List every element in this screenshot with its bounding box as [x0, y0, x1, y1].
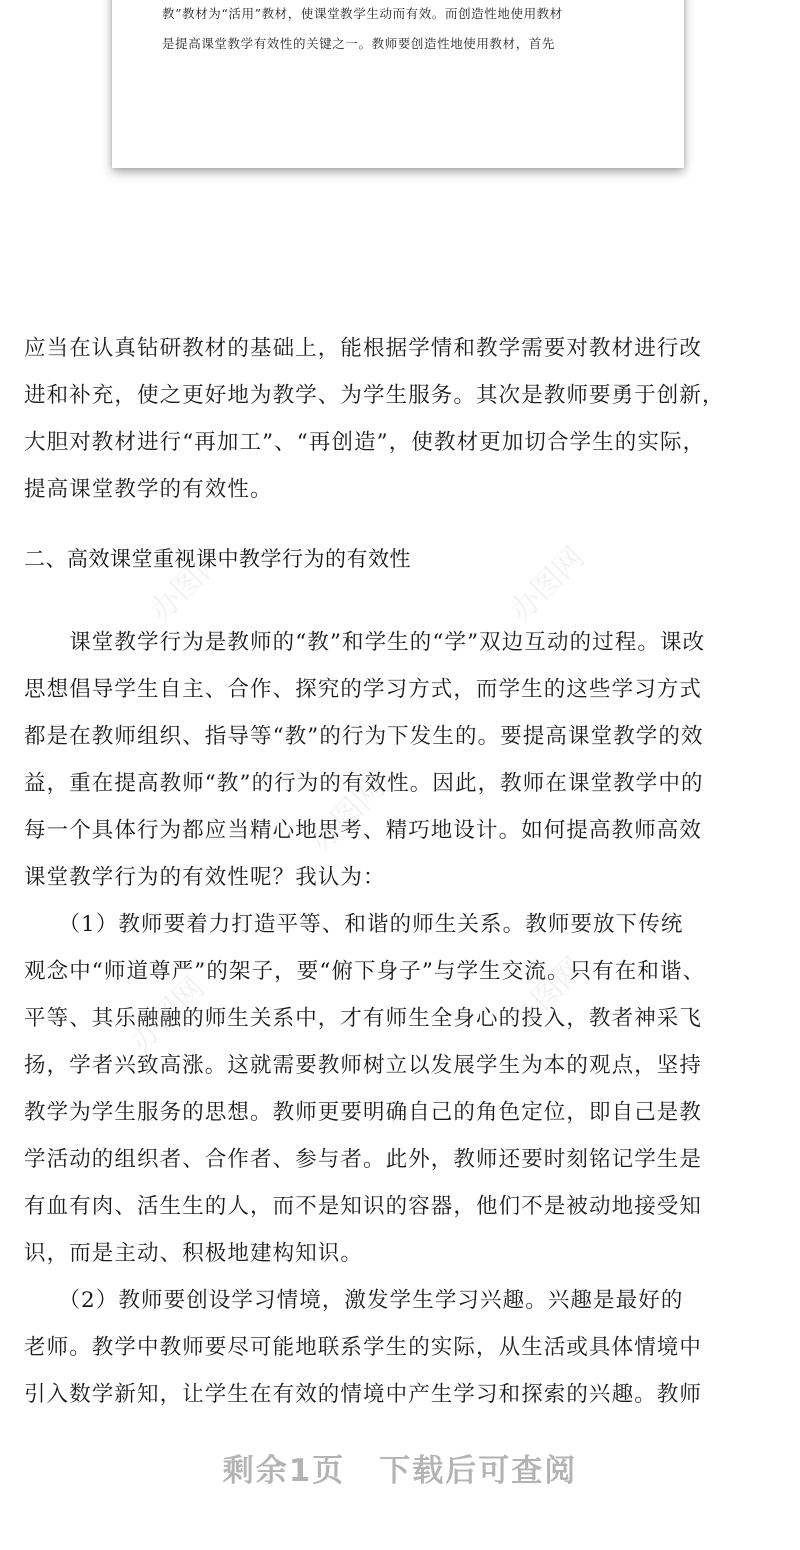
continued-paragraph	[24, 325, 780, 513]
text-line: 引入数学新知，让学生在有效的情境中产生学习和探索的兴趣。教师	[24, 1382, 703, 1407]
preview-line: 是提高课堂教学有效性的关键之一。教师要创造性地使用教材，首先	[162, 36, 556, 51]
watermark: 办图网	[503, 540, 592, 629]
section-heading: 二、高效课堂重视课中教学行为的有效性	[24, 547, 411, 571]
watermark: 办图网	[143, 540, 232, 629]
text-line: 扬，学者兴致高涨。这就需要教师树立以发展学生为本的观点，坚持	[24, 1053, 703, 1078]
intro-paragraph	[24, 619, 780, 1418]
text-line: 平等、其乐融融的师生关系中，才有师生全身心的投入，教者神采飞	[24, 1006, 703, 1031]
text-line: 每一个具体行为都应当精心地思考、精巧地设计。如何提高教师高效	[24, 818, 703, 843]
text-line: 识，而是主动、积极地建构知识。	[24, 1241, 364, 1266]
text-line: 大胆对教材进行“再加工”、“再创造”，使教材更加切合学生的实际，	[24, 430, 706, 455]
text-line: 进和补充，使之更好地为教学、为学生服务。其次是教师要勇于创新，	[24, 383, 725, 408]
text-line: （1）教师要着力打造平等、和谐的师生关系。教师要放下传统	[24, 912, 684, 937]
download-prompt[interactable]	[0, 1445, 800, 1490]
text-line: 学活动的组织者、合作者、参与者。此外，教师还要时刻铭记学生是	[24, 1147, 703, 1172]
text-line: 提高课堂教学的有效性。	[24, 477, 273, 502]
text-line: 益，重在提高教师“教”的行为的有效性。因此，教师在课堂教学中的	[24, 771, 704, 796]
watermark: 办图网	[123, 970, 212, 1059]
download-to-view-label[interactable]: 下载后可查阅	[379, 1453, 578, 1489]
watermark: 办图网	[303, 770, 392, 859]
remaining-pages-label: 剩余1页	[222, 1453, 346, 1489]
text-line: 都是在教师组织、指导等“教”的行为下发生的。要提高课堂教学的效	[24, 724, 704, 749]
text-line: （2）教师要创设学习情境，激发学生学习兴趣。兴趣是最好的	[24, 1288, 684, 1313]
text-line: 课堂教学行为是教师的“教”和学生的“学”双边互动的过程。课改	[24, 630, 706, 655]
text-line: 老师。教学中教师要尽可能地联系学生的实际，从生活或具体情境中	[24, 1335, 703, 1360]
text-line: 课堂教学行为的有效性呢？我认为：	[24, 865, 386, 890]
page-preview-card	[112, 0, 684, 168]
text-line: 思想倡导学生自主、合作、探究的学习方式，而学生的这些学习方式	[24, 677, 703, 702]
watermark: 办图网	[503, 950, 592, 1039]
preview-line: 教”教材为“活用”教材，使课堂教学生动而有效。而创造性地使用教材	[162, 6, 563, 21]
text-line: 教学为学生服务的思想。教师更要明确自己的角色定位，即自己是教	[24, 1100, 703, 1125]
text-line: 观念中“师道尊严”的架子，要“俯下身子”与学生交流。只有在和谐、	[24, 959, 706, 984]
text-line: 有血有肉、活生生的人，而不是知识的容器，他们不是被动地接受知	[24, 1194, 703, 1219]
text-line: 应当在认真钻研教材的基础上，能根据学情和教学需要对教材进行改	[24, 336, 703, 361]
